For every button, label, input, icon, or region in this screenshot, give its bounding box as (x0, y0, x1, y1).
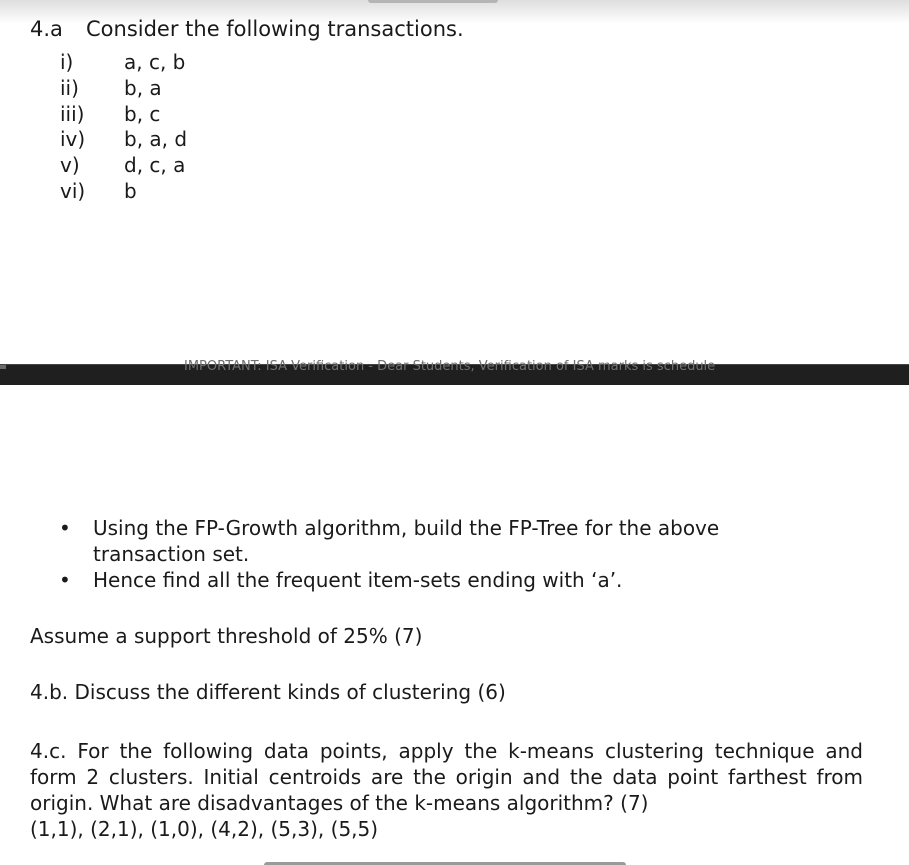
transaction-items: b, a, d (124, 127, 188, 152)
transaction-number: vi) (60, 178, 86, 203)
bullet-icon: • (59, 516, 71, 540)
bullet-icon: • (59, 568, 71, 592)
transaction-list (60, 50, 187, 205)
transaction-row (60, 50, 187, 76)
transaction-items: b, a (124, 75, 162, 100)
data-points: (1,1), (2,1), (1,0), (4,2), (5,3), (5,5) (30, 817, 379, 841)
support-threshold-note: Assume a support threshold of 25% (7) (30, 624, 423, 648)
top-scroll-handle[interactable] (368, 0, 498, 3)
list-item (56, 567, 816, 593)
transaction-items: d, c, a (124, 153, 186, 178)
bar-left-stub (0, 365, 6, 369)
question-4c-text: 4.c. For the following data points, apply the k-means clustering technique and form 2 clusters. Initial centroids are the origin and the data point farthest from origin. What are disadvantages of the k-means algorithm? (7) (30, 739, 863, 815)
task-text: Hence find all the frequent item-sets ending with ‘a’. (93, 568, 623, 592)
overlay-notification-bar (0, 359, 909, 385)
transaction-items: b, c (124, 101, 161, 126)
transaction-row (60, 102, 187, 128)
task-bullet-list (56, 515, 816, 593)
transaction-number: iv) (60, 127, 86, 152)
transaction-row (60, 76, 187, 102)
notification-ticker-text[interactable]: IMPORTANT: ISA Verification - Dear Students, Verification of ISA marks is schedule (184, 359, 716, 374)
list-item (56, 515, 816, 567)
question-4b: 4.b. Discuss the different kinds of clustering (6) (30, 680, 506, 704)
task-text: Using the FP-Growth algorithm, build the FP-Tree for the above transaction set. (93, 516, 720, 566)
transaction-items: b (124, 178, 137, 203)
transaction-row (60, 127, 187, 153)
transaction-row (60, 153, 187, 179)
question-number: 4.a (30, 17, 63, 41)
question-prompt: Consider the following transactions. (86, 17, 464, 41)
transaction-number: v) (60, 153, 80, 178)
transaction-number: ii) (60, 75, 79, 100)
transaction-items: a, c, b (124, 50, 186, 74)
transaction-row (60, 179, 187, 205)
question-4a-heading (30, 17, 464, 41)
transaction-number: i) (60, 50, 74, 74)
transaction-number: iii) (60, 101, 85, 126)
question-4c (30, 738, 863, 842)
